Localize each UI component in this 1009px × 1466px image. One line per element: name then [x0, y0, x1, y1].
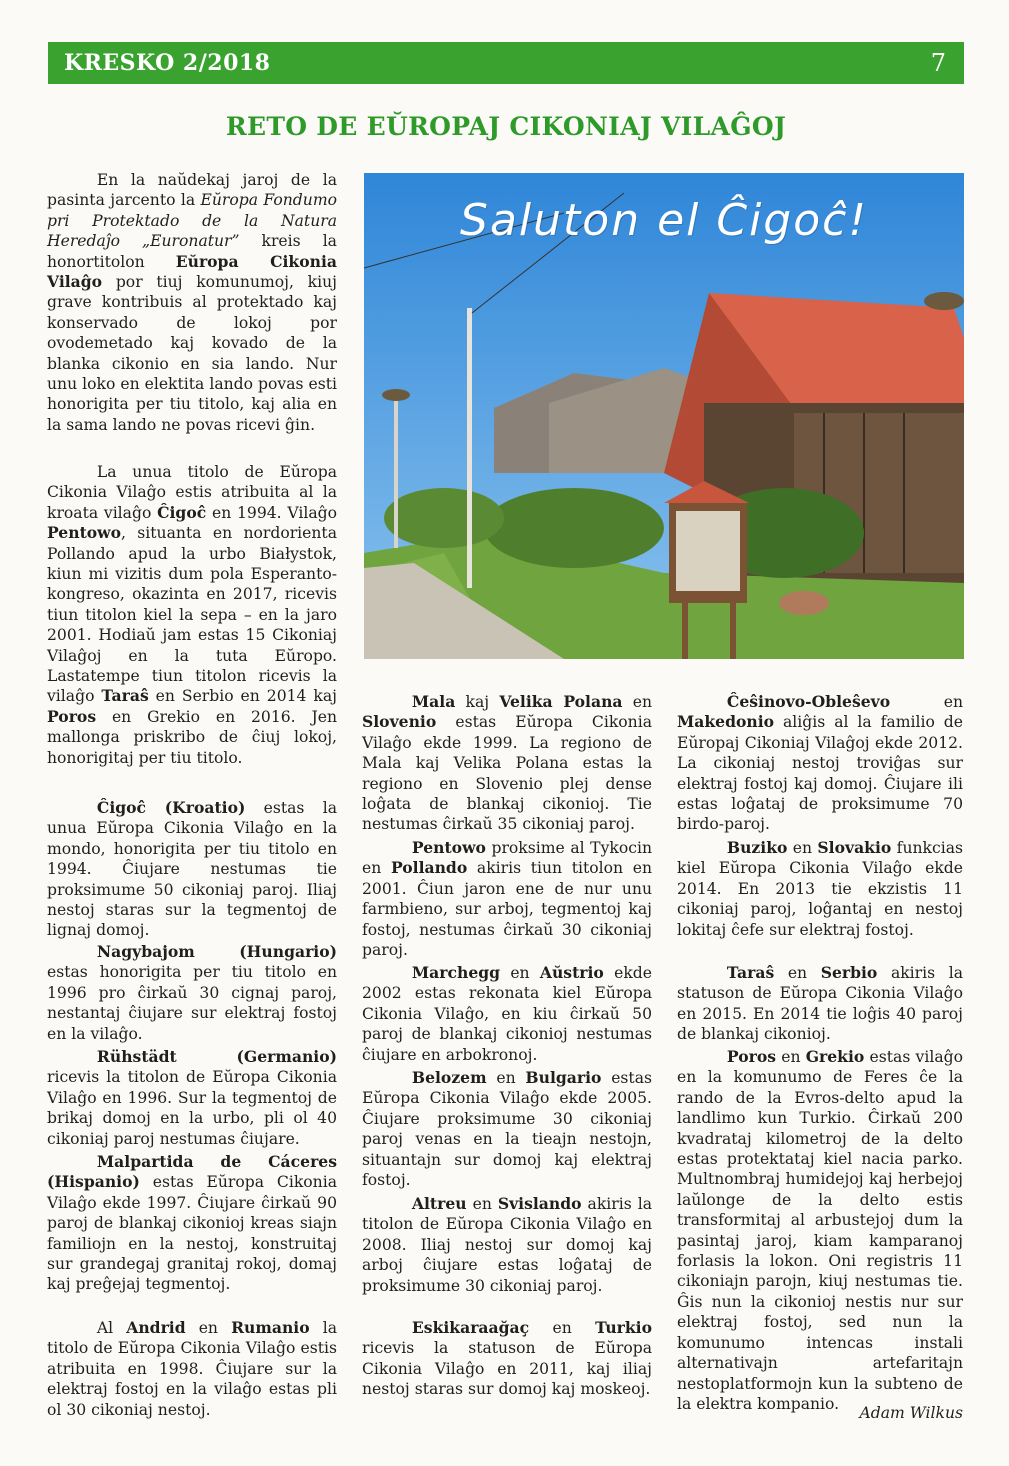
photo-caption: Saluton el Ĉigoĉ!: [460, 195, 868, 246]
paragraph-intro: En la naŭdekaj jaroj de la pasinta jarcento la Eŭropa Fondumo pri Protektado de la Natura Heredaĵo „Euronatur” kreis la honortitolon Eŭropa Cikonia Vilaĝo por tiuj komunumoj, kiuj grave kontribuis al protektado kaj konservado de lokoj por ovodemetado kaj kovado de la blanka cikonio en sia lando. Nur unu loko en elektita lando povas esti honorigita per tiu titolo, kaj alia en la sama lando ne povas ricevi ĝin.: [47, 171, 337, 434]
author-signature: Adam Wilkus: [859, 1404, 963, 1422]
intro-rest: por tiuj komunumoj, kiuj grave kontribuis al protektado kaj konservado de lokoj por ovodemetado kaj kovado de la blanka cikonio en sia lando. Nur unu loko en elektita lando povas esti honorigita per tiu titolo, kaj alia en la sama lando ne povas ricevi ĝin.: [47, 273, 337, 434]
paragraph-pentowo: Pentowo proksime al Tykocin en Pollando akiris tiun titolon en 2001. Ĉiun jaron ene de nur unu farmbieno, sur arboj, tegmentoj kaj fostoj, nestumas ĉirkaŭ 30 cikoniaj paroj.: [362, 838, 652, 960]
paragraph-first-title: La unua titolo de Eŭropa Cikonia Vilaĝo estis atribuita al la kroata vilaĝo Ĉigoĉ en 1994. Vilaĝo Pentowo, situanta en nordorienta Pollando apud la urbo Białystok, kiun mi vizitis dum pola Esperanto-kongreso, okazinta en 2017, ricevis tiun titolon kiel la sepa – en la jaro 2001. Hodiaŭ jam estas 15 Cikoniaj Vilaĝoj en la tuta Eŭropo. Lastatempe tiun titolon ricevis la vilaĝo Taraŝ en Serbio en 2014 kaj Poros en Grekio en 2016. Jen mallonga priskribo de ĉiuj lokoj, honorigitaj per tiu titolo.: [47, 463, 337, 767]
term-bold: Eŭropa Cikonia Vilaĝo: [47, 251, 337, 292]
paragraph-polana: Mala kaj Velika Polana en Slovenio estas Eŭropa Cikonia Vilaĝo ekde 1999. La regiono de Mala kaj Velika Polana estas la regiono en Slovenio plej dense loĝata de blankaj cikonioj. Tie nestumas ĉirkaŭ 35 cikoniaj paroj.: [362, 692, 652, 834]
paragraph-eskikaraagac: Eskikaraağaç en Turkio ricevis la statuson de Eŭropa Cikonia Vilaĝo en 2011, kaj iliaj nestoj staras sur domoj kaj moskeoj.: [362, 1318, 652, 1399]
paragraph-ruhstadt: Rühstädt (Germanio) ricevis la titolon de Eŭropa Cikonia Vilaĝo en 1996. Sur la tegmentoj de brikaj domoj en la urbo, pli ol 40 cikoniaj paroj nestumas ĉiujare.: [47, 1047, 337, 1148]
paragraph-cesinovo: Ĉeŝinovo-Obleŝevo en Makedonio aliĝis al la familio de Eŭropaj Cikoniaj Vilaĝoj ekde 2012. La cikoniaj nestoj troviĝas sur elektraj fostoj kaj domoj. Ĉiujare ili estas loĝataj de proksimume 70 birdo-paroj.: [677, 692, 963, 834]
paragraph-buziko: Buziko en Slovakio funkcias kiel Eŭropa Cikonia Vilaĝo ekde 2014. En 2013 tie ekzistis 11 cikoniaj paroj, loĝantaj en nestoj lokitaj ĉefe sur elektraj fostoj.: [677, 838, 963, 939]
paragraph-andrid: Al Andrid en Rumanio la titolo de Eŭropa Cikonia Vilaĝo estis atribuita en 1998. Ĉiujare sur la elektraj fostoj en la vilaĝo estas pli ol 30 cikoniaj nestoj.: [47, 1318, 338, 1419]
paragraph-cigoc: Ĉigoĉ (Kroatio) estas la unua Eŭropa Cikonia Vilaĝo en la mondo, honorigita per tiu titolo en 1994. Ĉiujare nestumas tie proksimume 50 cikoniaj paroj. Iliaj nestoj staras sur la tegmentoj de lignaj domoj.: [47, 798, 337, 940]
paragraph-taras: Taraŝ en Serbio akiris la statuson de Eŭropa Cikonia Vilaĝo en 2015. En 2014 tie loĝis 40 paroj de blankaj cikonioj.: [677, 963, 963, 1044]
article-title: RETO DE EŬROPAJ CIKONIAJ VILAĜOJ: [225, 112, 787, 141]
page-header: [48, 42, 964, 84]
paragraph-altreu: Altreu en Svislando akiris la titolon de Eŭropa Cikonia Vilaĝo en 2008. Iliaj nestoj sur domoj kaj arboj ĉiujare estas loĝataj de proksimume 30 cikoniaj paroj.: [362, 1194, 652, 1295]
paragraph-marchegg: Marchegg en Aŭstrio ekde 2002 estas rekonata kiel Eŭropa Cikonia Vilaĝo, en kiu ĉirkaŭ 50 paroj de blankaj cikonioj nestumas ĉiujare en arbokronoj.: [362, 963, 652, 1064]
page-number: 7: [930, 49, 946, 77]
photo-village: [364, 173, 964, 659]
paragraph-poros: Poros en Grekio estas vilaĝo en la komunumo de Feres ĉe la rando de la Evros-delto apud la landlimo kun Turkio. Ĉirkaŭ 200 kvadrataj kilometroj de la delto estas protektataj kiel nacia parko. Multnombraj humidejoj kaj herbejoj laŭlonge de la delto estis transformitaj al arbustejoj dum la pasintaj jaroj, kiam kamparanoj forlasis la lokon. Oni registris 11 cikoniajn parojn, kiuj nestumas tie. Ĝis nun la cikonioj nestis nur sur elektraj fostoj, sed nun la komunumo intencas instali alternativajn artefaritajn nestoplatformojn kun la subteno de la elektra kompanio.: [677, 1047, 963, 1413]
intro-text: kreis la honortitolon: [47, 232, 337, 271]
paragraph-belozem: Belozem en Bulgario estas Eŭropa Cikonia Vilaĝo ekde 2005. Ĉiujare proksimume 30 cikoniaj paroj venas en la tieajn nestojn, situantajn sur domoj kaj elektraj fostoj.: [362, 1068, 652, 1190]
paragraph-nagybajom: Nagybajom (Hungario) estas honorigita per tiu titolo en 1996 pro ĉirkaŭ 30 cignaj paroj, nestantaj ĉiujare sur elektraj fostoj en la vilaĝo.: [47, 942, 337, 1043]
paragraph-malpartida: Malpartida de Cáceres (Hispanio) estas Eŭropa Cikonia Vilaĝo ekde 1997. Ĉiujare ĉirkaŭ 90 paroj de blankaj cikonioj kreas siajn familiojn en la nestoj, konstruitaj sur grandegaj granitaj rokoj, domaj kaj preĝejaj tegmentoj.: [47, 1152, 337, 1294]
issue-label: KRESKO 2/2018: [64, 50, 271, 76]
